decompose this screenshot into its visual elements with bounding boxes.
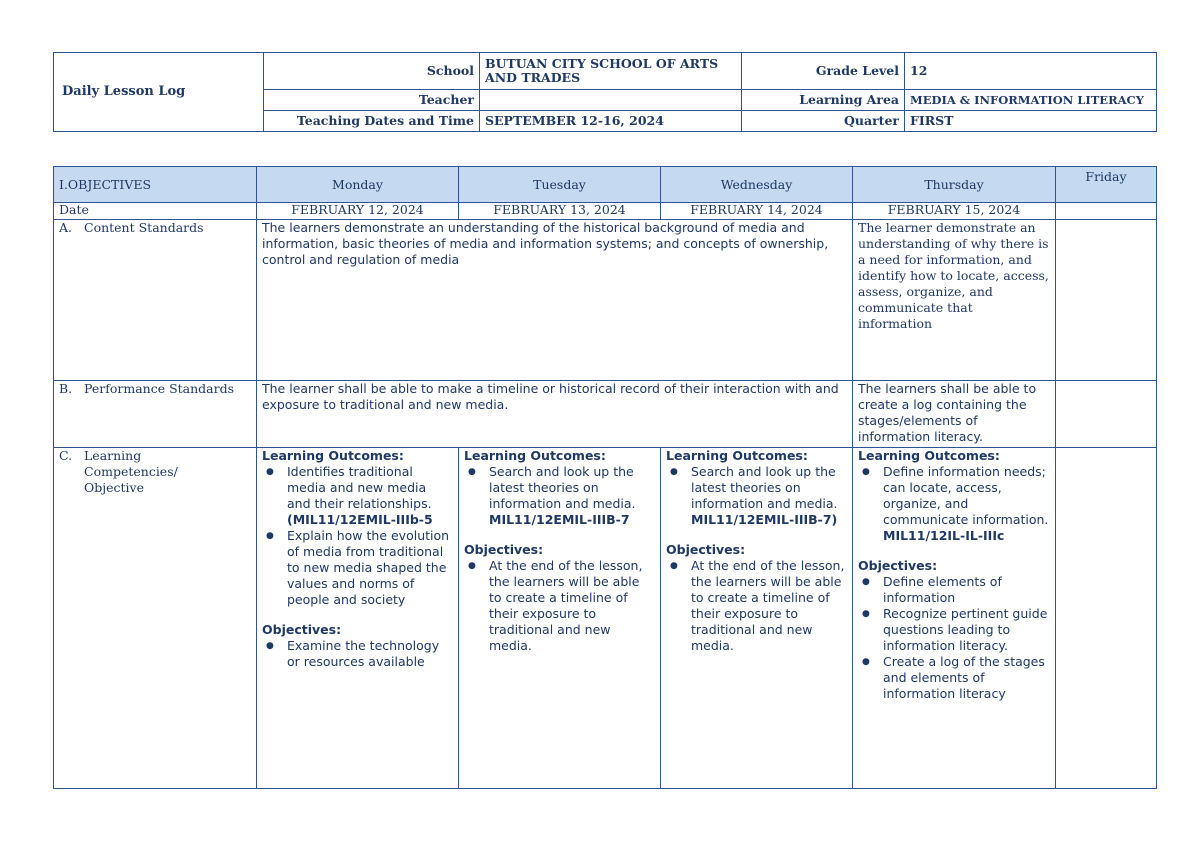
area-label: Learning Area xyxy=(742,90,905,111)
school-label: School xyxy=(264,53,480,90)
performance-standards-row xyxy=(54,381,1157,448)
grade-label: Grade Level xyxy=(742,53,905,90)
bullet-icon: ● xyxy=(468,467,476,477)
content-standards-mon-wed: The learners demonstrate an understanding of the historical background of media and information, basic theories of media and information systems; and concepts of ownership, control and regulation of media xyxy=(257,220,853,381)
competency-code: MIL11/12EMIL-IIIB-7 xyxy=(489,512,630,527)
date-tuesday: FEBRUARY 13, 2024 xyxy=(459,203,661,220)
list-item: ● Define elements of information xyxy=(862,574,1002,605)
bullet-icon: ● xyxy=(670,561,678,571)
content-standards-label xyxy=(54,220,257,381)
content-standards-thu: The learner demonstrate an understanding of why there is a need for information, and identify how to locate, access, assess, organize, and communicate that information xyxy=(853,220,1056,381)
day-header-tuesday: Tuesday xyxy=(459,167,661,203)
content-label-text: Content Standards xyxy=(84,220,204,235)
header-table xyxy=(53,52,1157,132)
bullet-icon: ● xyxy=(862,467,870,477)
learning-outcomes-heading: Learning Outcomes: xyxy=(666,448,808,463)
objectives-header: I.OBJECTIVES xyxy=(54,167,257,203)
competencies-friday xyxy=(1056,448,1157,789)
competencies-monday xyxy=(257,448,459,789)
date-friday xyxy=(1056,203,1157,220)
header-row xyxy=(54,167,1157,203)
area-value: MEDIA & INFORMATION LITERACY xyxy=(905,90,1157,111)
performance-standards-fri xyxy=(1056,381,1157,448)
content-letter: A. xyxy=(59,220,73,235)
bullet-icon: ● xyxy=(670,467,678,477)
teacher-value xyxy=(480,90,742,111)
bullet-icon: ● xyxy=(862,609,870,619)
objectives-heading: Objectives: xyxy=(858,558,938,573)
day-header-thursday: Thursday xyxy=(853,167,1056,203)
competencies-letter: C. xyxy=(59,448,73,463)
date-wednesday: FEBRUARY 14, 2024 xyxy=(661,203,853,220)
content-standards-fri xyxy=(1056,220,1157,381)
quarter-label: Quarter xyxy=(742,111,905,132)
competencies-wednesday xyxy=(661,448,853,789)
list-item: ● Search and look up the latest theories on information and media. MIL11/12EMIL-IIIB-7) xyxy=(666,464,847,528)
date-thursday: FEBRUARY 15, 2024 xyxy=(853,203,1056,220)
competencies-tuesday xyxy=(459,448,661,789)
day-header-friday: Friday xyxy=(1056,167,1157,203)
learning-outcomes-heading: Learning Outcomes: xyxy=(858,448,1000,463)
bullet-icon: ● xyxy=(862,657,870,667)
learning-outcomes-heading: Learning Outcomes: xyxy=(262,448,404,463)
list-item: ● Identifies traditional media and new media and their relationships. (MIL11/12EMIL-IIIb-5 xyxy=(262,464,453,528)
performance-standards-thu: The learners shall be able to create a log containing the stages/elements of information literacy. xyxy=(853,381,1056,448)
competency-code: (MIL11/12EMIL-IIIb-5 xyxy=(287,512,433,527)
performance-standards-mon-wed: The learner shall be able to make a timeline or historical record of their interaction with and exposure to traditional and new media. xyxy=(257,381,853,448)
competencies-thursday xyxy=(853,448,1056,789)
performance-label-text: Performance Standards xyxy=(84,381,235,396)
date-row xyxy=(54,203,1157,220)
objectives-heading: Objectives: xyxy=(666,542,746,557)
competency-code: MIL11/12EMIL-IIIB-7) xyxy=(691,512,838,527)
dates-label: Teaching Dates and Time xyxy=(264,111,480,132)
bullet-icon: ● xyxy=(266,531,274,541)
day-header-monday: Monday xyxy=(257,167,459,203)
content-standards-row xyxy=(54,220,1157,381)
bullet-icon: ● xyxy=(266,467,274,477)
list-item: ● Search and look up the latest theories on information and media. MIL11/12EMIL-IIIB-7 xyxy=(464,464,655,528)
competencies-label xyxy=(54,448,257,789)
list-item: ● Define information needs; can locate, access, organize, and communicate information. MIL11/12IL-IL-IIIc xyxy=(862,464,1049,543)
bullet-icon: ● xyxy=(266,641,274,651)
list-item: ● Recognize pertinent guide questions leading to information literacy. xyxy=(862,606,1048,653)
list-item: ● Create a log of the stages and elements of information literacy xyxy=(862,654,1045,701)
objectives-heading: Objectives: xyxy=(464,542,544,557)
list-item: ● At the end of the lesson, the learners will be able to create a timeline of their exposure to traditional and new media. xyxy=(670,558,845,653)
list-item: ● Explain how the evolution of media from traditional to new media shaped the values and norms of people and society xyxy=(266,528,450,607)
performance-letter: B. xyxy=(59,381,73,396)
learning-outcomes-heading: Learning Outcomes: xyxy=(464,448,606,463)
performance-standards-label xyxy=(54,381,257,448)
bullet-icon: ● xyxy=(862,577,870,587)
school-value: BUTUAN CITY SCHOOL OF ARTS AND TRADES xyxy=(480,53,742,90)
date-monday: FEBRUARY 12, 2024 xyxy=(257,203,459,220)
dates-value: SEPTEMBER 12-16, 2024 xyxy=(480,111,742,132)
list-item: ● Examine the technology or resources available xyxy=(266,638,440,669)
objectives-heading: Objectives: xyxy=(262,622,342,637)
competency-code: MIL11/12IL-IL-IIIc xyxy=(883,528,1005,543)
day-header-wednesday: Wednesday xyxy=(661,167,853,203)
lesson-table xyxy=(53,166,1157,789)
grade-value: 12 xyxy=(905,53,1157,90)
bullet-icon: ● xyxy=(468,561,476,571)
quarter-value: FIRST xyxy=(905,111,1157,132)
doc-title: Daily Lesson Log xyxy=(54,53,264,132)
teacher-label: Teacher xyxy=(264,90,480,111)
list-item: ● At the end of the lesson, the learners will be able to create a timeline of their exposure to traditional and new media. xyxy=(468,558,643,653)
competencies-row xyxy=(54,448,1157,789)
competencies-label-text: Learning Competencies/ Objective xyxy=(84,448,178,495)
date-label: Date xyxy=(54,203,257,220)
